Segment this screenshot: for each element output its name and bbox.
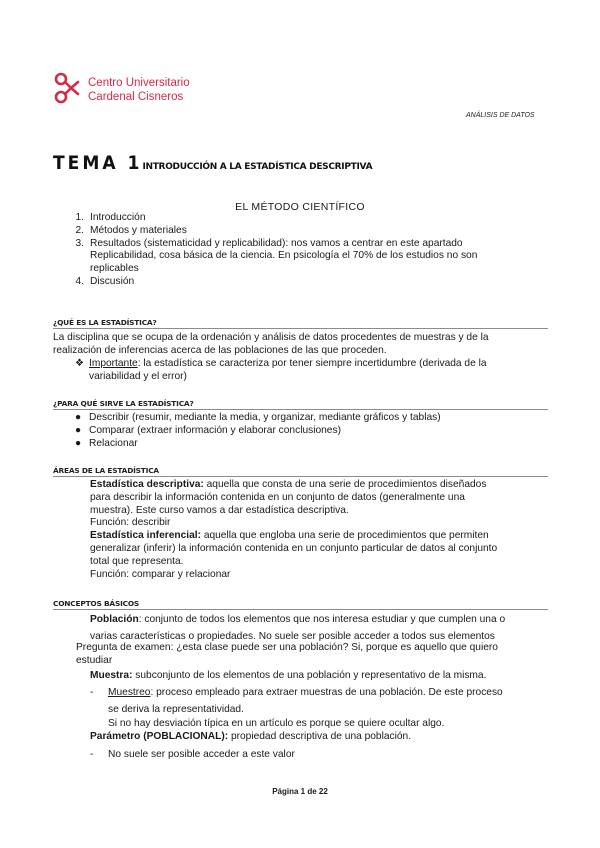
page-title bbox=[53, 152, 372, 174]
parametro-item: - No suele ser posible acceder a este valor bbox=[90, 749, 295, 760]
list-item: 2. Métodos y materiales bbox=[75, 224, 187, 236]
list-item: replicables bbox=[90, 263, 139, 275]
tema-subtitle: INTRODUCCIÓN A LA ESTADÍSTICA DESCRIPTIVA bbox=[142, 162, 373, 172]
poblacion-line2: varias características o propiedades. No suele ser posible acceder a todos sus elementos bbox=[90, 631, 495, 642]
logo-icon bbox=[52, 70, 82, 106]
areas-text: Estadística descriptiva: aquella que consta de una serie de procedimientos diseñados para describir la información contenida en un conjunto de datos (generalmente una muestra). Este curso vamos a dar estadística descriptiva. Función: describir Estadística inferencial: aquella que engloba una serie de procedimientos que permiten generalizar (inferir) la información contenida en un conjunto particular de datos al conjunto total que representa. Función: comparar y relacionar bbox=[90, 479, 498, 580]
section-heading-que-es: ¿QUÉ ES LA ESTADÍSTICA? bbox=[53, 318, 157, 327]
divider bbox=[53, 409, 548, 410]
list-item: ● Comparar (extraer información y elaborar conclusiones) bbox=[75, 424, 341, 436]
important-note: ❖ Importante: la estadística se caracteriza por tener siempre incertidumbre (derivada de la variabilidad y el error) bbox=[75, 358, 487, 382]
tema-number: TEMA 1 bbox=[53, 152, 143, 174]
muestreo-def: - Muestreo: proceso empleado para extraer muestras de una población. De este proceso se deriva la representatividad. Si no hay desviación típica en un artículo es porque se quiere ocultar algo. bbox=[90, 687, 503, 729]
parametro-def: Parámetro (POBLACIONAL): propiedad descriptiva de una población. bbox=[90, 731, 412, 742]
logo-line2: Cardenal Cisneros bbox=[88, 91, 184, 103]
list-item: ● Relacionar bbox=[75, 437, 138, 449]
list-item: 1. Introducción bbox=[75, 212, 146, 223]
section-heading-areas: ÁREAS DE LA ESTADÍSTICA bbox=[53, 466, 159, 475]
logo-line1: Centro Universitario bbox=[88, 77, 190, 89]
divider bbox=[53, 328, 548, 329]
muestra-def: Muestra: subconjunto de los elementos de una población y representativo de la misma. bbox=[90, 670, 487, 681]
list-item: 3. Resultados (sistematicidad y replicabilidad): nos vamos a centrar en este apartado bbox=[75, 237, 463, 249]
metodo-list bbox=[64, 212, 554, 289]
page-number: Página 1 de 22 bbox=[272, 787, 328, 796]
divider bbox=[53, 476, 548, 477]
para-que-list bbox=[75, 412, 555, 450]
exam-question: Pregunta de examen: ¿esta clase puede ser una población? Si, porque es aquello que quiero estudiar bbox=[76, 642, 498, 666]
list-item: Replicabilidad, cosa básica de la ciencia. En psicología el 70% de los estudios no son bbox=[90, 250, 478, 262]
diamond-bullet-icon: ❖ bbox=[75, 358, 85, 369]
list-item: 4. Discusión bbox=[75, 275, 135, 287]
list-item: ● Describir (resumir, mediante la media, y organizar, mediante gráficos y tablas) bbox=[75, 412, 441, 423]
metodo-heading: EL MÉTODO CIENTÍFICO bbox=[235, 201, 365, 213]
course-label: ANÁLISIS DE DATOS bbox=[466, 112, 535, 119]
poblacion-line1: Población: conjunto de todos los elementos que nos interesa estudiar y que cumplen una o bbox=[90, 614, 506, 625]
section-heading-conceptos: CONCEPTOS BÁSICOS bbox=[53, 599, 140, 608]
que-es-text: La disciplina que se ocupa de la ordenación y análisis de datos procedentes de muestras y de la realización de inferencias acerca de las poblaciones de las que proceden. bbox=[53, 332, 489, 356]
section-heading-para-que: ¿PARA QUÉ SIRVE LA ESTADÍSTICA? bbox=[53, 399, 194, 408]
logo bbox=[52, 70, 82, 106]
divider bbox=[53, 609, 548, 610]
